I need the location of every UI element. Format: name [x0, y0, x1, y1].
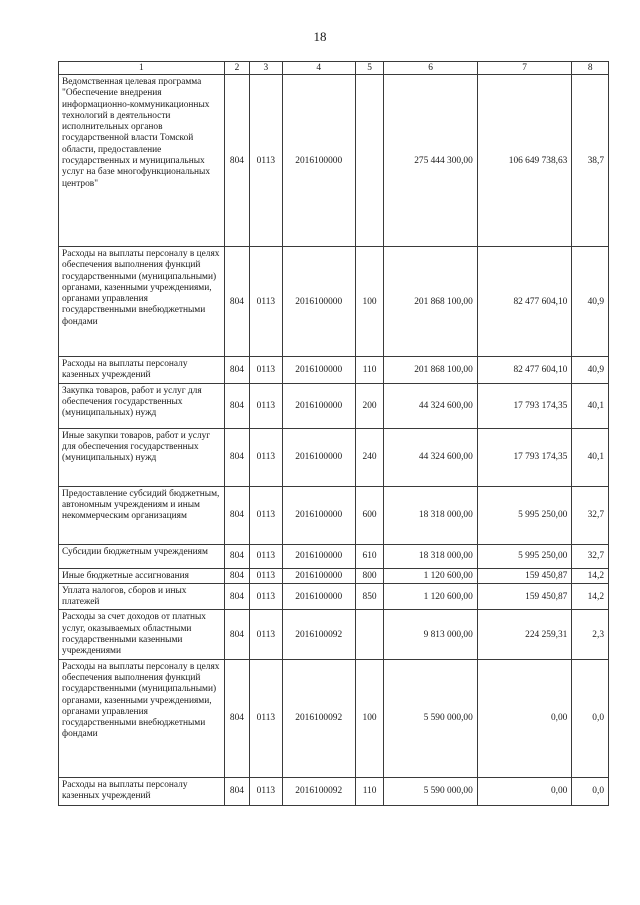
cell-section: 804: [224, 610, 249, 659]
cell-percent: 38,7: [572, 75, 609, 247]
table-row: [59, 428, 609, 486]
cell-percent: 40,9: [572, 247, 609, 357]
cell-section: 804: [224, 383, 249, 428]
cell-target-article: 2016100000: [282, 383, 355, 428]
cell-name: Ведомственная целевая программа "Обеспечение внедрения информационно-коммуникационных технологий в деятельности исполнительных органов государственной власти Томской области, предоставление государственных и муниципальных услуг на базе многофункциональных центров": [59, 75, 225, 247]
header-col-5: 5: [355, 62, 383, 75]
cell-percent: 0,0: [572, 659, 609, 777]
table-row: [59, 75, 609, 247]
table-row: [59, 583, 609, 610]
cell-planned: 201 868 100,00: [384, 247, 478, 357]
cell-expense-type: 610: [355, 544, 383, 568]
cell-subsection: 0113: [250, 610, 283, 659]
cell-section: 804: [224, 247, 249, 357]
cell-planned: 18 318 000,00: [384, 544, 478, 568]
cell-section: 804: [224, 75, 249, 247]
cell-expense-type: [355, 75, 383, 247]
header-col-6: 6: [384, 62, 478, 75]
cell-section: 804: [224, 486, 249, 544]
cell-subsection: 0113: [250, 486, 283, 544]
table-row: [59, 247, 609, 357]
cell-target-article: 2016100092: [282, 777, 355, 805]
cell-expense-type: 200: [355, 383, 383, 428]
table-body: [59, 75, 609, 806]
table-row: [59, 659, 609, 777]
cell-planned: 44 324 600,00: [384, 383, 478, 428]
header-col-4: 4: [282, 62, 355, 75]
cell-section: 804: [224, 428, 249, 486]
cell-executed: 159 450,87: [477, 568, 572, 583]
cell-expense-type: 110: [355, 357, 383, 384]
budget-table: [58, 61, 609, 806]
cell-expense-type: 100: [355, 247, 383, 357]
table-row: [59, 486, 609, 544]
cell-subsection: 0113: [250, 568, 283, 583]
cell-section: 804: [224, 777, 249, 805]
cell-executed: 82 477 604,10: [477, 247, 572, 357]
cell-section: 804: [224, 568, 249, 583]
table-row: [59, 544, 609, 568]
cell-executed: 5 995 250,00: [477, 544, 572, 568]
cell-name: Предоставление субсидий бюджетным, автономным учреждениям и иным некоммерческим организациям: [59, 486, 225, 544]
table-header-row: [59, 62, 609, 75]
cell-subsection: 0113: [250, 247, 283, 357]
cell-target-article: 2016100000: [282, 568, 355, 583]
cell-target-article: 2016100000: [282, 75, 355, 247]
cell-name: Расходы на выплаты персоналу в целях обеспечения выполнения функций государственными (муниципальными) органами, казенными учреждениями, органами управления государственными внебюджетными фондами: [59, 659, 225, 777]
cell-section: 804: [224, 544, 249, 568]
cell-executed: 159 450,87: [477, 583, 572, 610]
cell-target-article: 2016100000: [282, 428, 355, 486]
cell-planned: 18 318 000,00: [384, 486, 478, 544]
cell-planned: 201 868 100,00: [384, 357, 478, 384]
cell-target-article: 2016100000: [282, 583, 355, 610]
cell-expense-type: 600: [355, 486, 383, 544]
cell-name: Иные закупки товаров, работ и услуг для обеспечения государственных (муниципальных) нужд: [59, 428, 225, 486]
cell-percent: 32,7: [572, 486, 609, 544]
cell-target-article: 2016100092: [282, 610, 355, 659]
cell-expense-type: 850: [355, 583, 383, 610]
cell-executed: 17 793 174,35: [477, 383, 572, 428]
cell-percent: 0,0: [572, 777, 609, 805]
cell-target-article: 2016100000: [282, 247, 355, 357]
cell-subsection: 0113: [250, 583, 283, 610]
cell-target-article: 2016100000: [282, 357, 355, 384]
cell-section: 804: [224, 583, 249, 610]
cell-name: Уплата налогов, сборов и иных платежей: [59, 583, 225, 610]
cell-percent: 14,2: [572, 583, 609, 610]
cell-executed: 0,00: [477, 659, 572, 777]
table-row: [59, 610, 609, 659]
header-col-8: 8: [572, 62, 609, 75]
cell-expense-type: [355, 610, 383, 659]
cell-planned: 5 590 000,00: [384, 777, 478, 805]
cell-name: Расходы за счет доходов от платных услуг, оказываемых областными государственными казенными учреждениями: [59, 610, 225, 659]
cell-subsection: 0113: [250, 383, 283, 428]
cell-executed: 224 259,31: [477, 610, 572, 659]
page-number: 18: [313, 29, 327, 44]
cell-percent: 40,9: [572, 357, 609, 384]
cell-planned: 5 590 000,00: [384, 659, 478, 777]
cell-subsection: 0113: [250, 777, 283, 805]
header-col-1: 1: [59, 62, 225, 75]
table-row: [59, 383, 609, 428]
cell-target-article: 2016100000: [282, 486, 355, 544]
cell-executed: 17 793 174,35: [477, 428, 572, 486]
cell-percent: 40,1: [572, 428, 609, 486]
cell-executed: 82 477 604,10: [477, 357, 572, 384]
cell-expense-type: 100: [355, 659, 383, 777]
cell-executed: 106 649 738,63: [477, 75, 572, 247]
table-row: [59, 777, 609, 805]
cell-planned: 44 324 600,00: [384, 428, 478, 486]
cell-planned: 275 444 300,00: [384, 75, 478, 247]
cell-subsection: 0113: [250, 357, 283, 384]
cell-executed: 0,00: [477, 777, 572, 805]
cell-expense-type: 110: [355, 777, 383, 805]
cell-name: Расходы на выплаты персоналу в целях обеспечения выполнения функций государственными (муниципальными) органами, казенными учреждениями, органами управления государственными внебюджетными фондами: [59, 247, 225, 357]
cell-planned: 1 120 600,00: [384, 583, 478, 610]
header-col-2: 2: [224, 62, 249, 75]
cell-name: Расходы на выплаты персоналу казенных учреждений: [59, 777, 225, 805]
cell-section: 804: [224, 357, 249, 384]
cell-planned: 1 120 600,00: [384, 568, 478, 583]
cell-percent: 40,1: [572, 383, 609, 428]
cell-subsection: 0113: [250, 75, 283, 247]
cell-subsection: 0113: [250, 428, 283, 486]
cell-expense-type: 240: [355, 428, 383, 486]
cell-name: Закупка товаров, работ и услуг для обеспечения государственных (муниципальных) нужд: [59, 383, 225, 428]
table-row: [59, 568, 609, 583]
cell-target-article: 2016100000: [282, 544, 355, 568]
cell-target-article: 2016100092: [282, 659, 355, 777]
cell-subsection: 0113: [250, 659, 283, 777]
cell-expense-type: 800: [355, 568, 383, 583]
cell-name: Субсидии бюджетным учреждениям: [59, 544, 225, 568]
cell-section: 804: [224, 659, 249, 777]
cell-percent: 32,7: [572, 544, 609, 568]
cell-planned: 9 813 000,00: [384, 610, 478, 659]
cell-name: Иные бюджетные ассигнования: [59, 568, 225, 583]
header-col-7: 7: [477, 62, 572, 75]
cell-name: Расходы на выплаты персоналу казенных учреждений: [59, 357, 225, 384]
header-col-3: 3: [250, 62, 283, 75]
cell-percent: 2,3: [572, 610, 609, 659]
cell-subsection: 0113: [250, 544, 283, 568]
table-row: [59, 357, 609, 384]
cell-executed: 5 995 250,00: [477, 486, 572, 544]
cell-percent: 14,2: [572, 568, 609, 583]
